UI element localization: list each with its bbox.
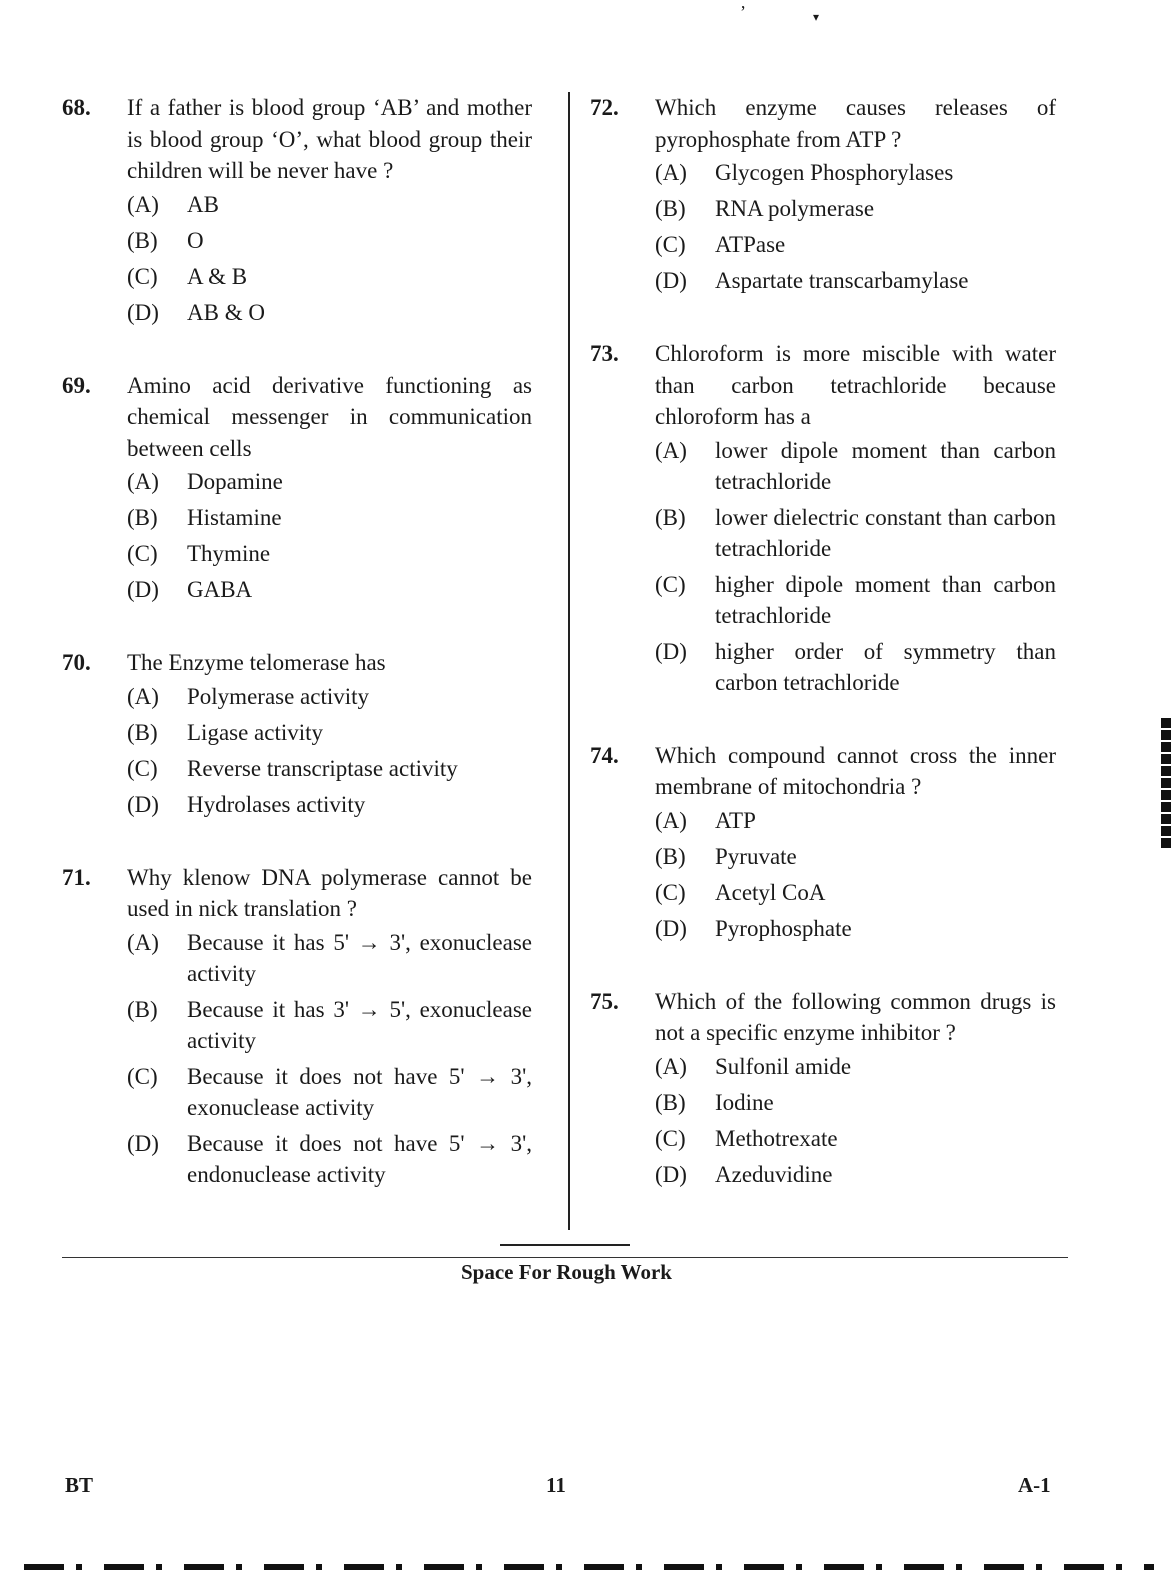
question-71 [62,862,532,1190]
question-number: 74. [590,742,619,768]
left-column [62,92,532,1232]
option-c [655,229,1056,260]
option-letter: (A) [655,807,687,833]
option-letter: (A) [127,191,159,217]
option-c [127,753,532,784]
option-letter: (C) [127,541,158,566]
option-b [655,193,1056,224]
question-73 [590,338,1056,698]
option-text: Histamine [187,505,282,530]
option-b [127,502,532,533]
option-letter: (A) [127,469,159,494]
options-list [655,435,1056,698]
option-a [655,435,1056,497]
question-number: 70. [62,650,91,675]
option-text: Because it has 3' → 5', exonuclease activity [187,996,532,1053]
option-c [655,1123,1056,1154]
footer-subject-code: BT [65,1473,94,1497]
option-letter: (B) [655,843,686,869]
option-letter: (D) [655,638,687,664]
footer-series: A-1 [1018,1473,1051,1497]
question-number: 75. [590,988,619,1014]
option-c [127,261,532,292]
option-a [127,189,532,220]
option-b [655,841,1056,872]
option-d [655,265,1056,296]
option-letter: (A) [127,929,159,955]
option-text: Because it does not have 5' → 3', exonuclease activity [187,1063,532,1120]
option-d [127,574,532,605]
option-d [127,297,532,328]
option-text: Iodine [715,1089,774,1115]
option-letter: (B) [127,996,158,1022]
option-text: Reverse transcriptase activity [187,755,458,781]
option-letter: (C) [127,1063,158,1089]
option-letter: (A) [655,160,687,185]
question-74 [590,740,1056,944]
scan-mark: ’ [740,2,746,22]
option-letter: (B) [127,505,158,530]
question-text: Which enzyme causes releases of pyrophosphate from ATP ? [655,95,1056,152]
question-text: Which compound cannot cross the inner membrane of mitochondria ? [655,742,1056,799]
option-b [127,717,532,748]
option-text: Polymerase activity [187,683,370,709]
option-letter: (B) [127,227,158,253]
option-a [127,927,532,989]
options-list [655,805,1056,944]
option-letter: (D) [127,299,159,325]
option-text: AB & O [187,299,265,325]
option-letter: (C) [655,232,686,257]
option-d [655,1159,1056,1190]
question-number: 73. [590,341,619,366]
option-d [655,913,1056,944]
option-text: GABA [187,577,253,602]
option-letter: (D) [127,1130,159,1156]
question-69 [62,370,532,606]
question-text: Amino acid derivative functioning as chemical messenger in communication between cells [127,372,532,461]
rough-work-heading: Space For Rough Work [460,1260,672,1284]
option-letter: (C) [655,571,686,597]
option-b [655,1087,1056,1118]
option-text: Because it has 5' → 3', exonuclease activity [187,929,532,986]
options-list [655,1051,1056,1190]
option-b [127,225,532,256]
option-text: Ligase activity [187,719,324,745]
option-letter: (D) [655,1161,687,1187]
option-text: Sulfonil amide [715,1053,852,1079]
option-text: Acetyl CoA [715,879,826,905]
option-letter: (B) [127,719,158,745]
question-72 [590,92,1056,296]
option-letter: (A) [655,437,687,463]
option-a [127,681,532,712]
option-letter: (B) [655,504,686,530]
option-letter: (C) [655,1125,686,1151]
question-number: 68. [62,95,91,120]
option-text: Methotrexate [715,1125,838,1151]
question-text: Which of the following common drugs is not a specific enzyme inhibitor ? [655,988,1056,1045]
option-text: Pyrophosphate [715,915,852,941]
option-text: RNA polymerase [715,196,875,221]
option-letter: (B) [655,196,686,221]
option-text: Glycogen Phosphorylases [715,160,954,185]
option-letter: (D) [655,915,687,941]
option-text: O [187,227,204,253]
option-letter: (C) [127,755,158,781]
option-letter: (D) [127,791,159,817]
option-text: Pyruvate [715,843,797,869]
right-column [590,92,1056,1232]
option-text: Dopamine [187,469,283,494]
option-text: ATPase [715,232,786,257]
option-letter: (C) [655,879,686,905]
option-b [655,502,1056,564]
option-text: AB [187,191,219,217]
question-75 [590,986,1056,1190]
option-text: Hydrolases activity [187,791,366,817]
option-letter: (A) [127,683,159,709]
option-text: lower dielectric constant than carbon tetrachloride [715,504,1056,561]
question-text: If a father is blood group ‘AB’ and mother is blood group ‘O’, what blood group their children will be never have ? [127,95,532,183]
option-text: A & B [187,263,248,289]
separator-long [62,1257,1068,1258]
column-divider [568,92,570,1230]
option-text: Azeduvidine [715,1161,833,1187]
option-text: ATP [715,807,756,833]
option-d [127,789,532,820]
option-text: higher order of symmetry than carbon tetrachloride [715,638,1056,695]
options-list [655,157,1056,296]
option-letter: (A) [655,1053,687,1079]
scan-mark: ▾ [813,10,820,24]
option-a [655,157,1056,188]
option-b [127,994,532,1056]
question-70 [62,647,532,820]
option-letter: (D) [655,268,687,293]
option-c [655,569,1056,631]
options-list [127,927,532,1190]
options-list [127,189,532,328]
scan-edge-mark [1161,718,1171,848]
option-text: lower dipole moment than carbon tetrachloride [715,437,1056,494]
option-text: Thymine [187,541,271,566]
option-d [127,1128,532,1190]
option-d [655,636,1056,698]
question-text: The Enzyme telomerase has [127,650,386,675]
option-c [655,877,1056,908]
option-c [127,1061,532,1123]
option-text: higher dipole moment than carbon tetrachloride [715,571,1056,628]
option-a [655,1051,1056,1082]
question-text: Chloroform is more miscible with water than carbon tetrachloride because chloroform has a [655,341,1056,429]
question-number: 69. [62,372,91,398]
options-list [127,466,532,605]
scan-bottom-strip [24,1564,1154,1570]
option-letter: (D) [127,577,159,602]
question-text: Why klenow DNA polymerase cannot be used in nick translation ? [127,864,532,921]
question-68 [62,92,532,328]
footer-page-number: 11 [546,1473,566,1497]
question-number: 71. [62,864,91,890]
options-list [127,681,532,820]
option-letter: (B) [655,1089,686,1115]
option-a [655,805,1056,836]
question-number: 72. [590,95,619,120]
option-text: Because it does not have 5' → 3', endonuclease activity [187,1130,532,1187]
option-a [127,466,532,497]
option-text: Aspartate transcarbamylase [715,268,969,293]
option-letter: (C) [127,263,158,289]
option-c [127,538,532,569]
separator-short [500,1244,630,1246]
